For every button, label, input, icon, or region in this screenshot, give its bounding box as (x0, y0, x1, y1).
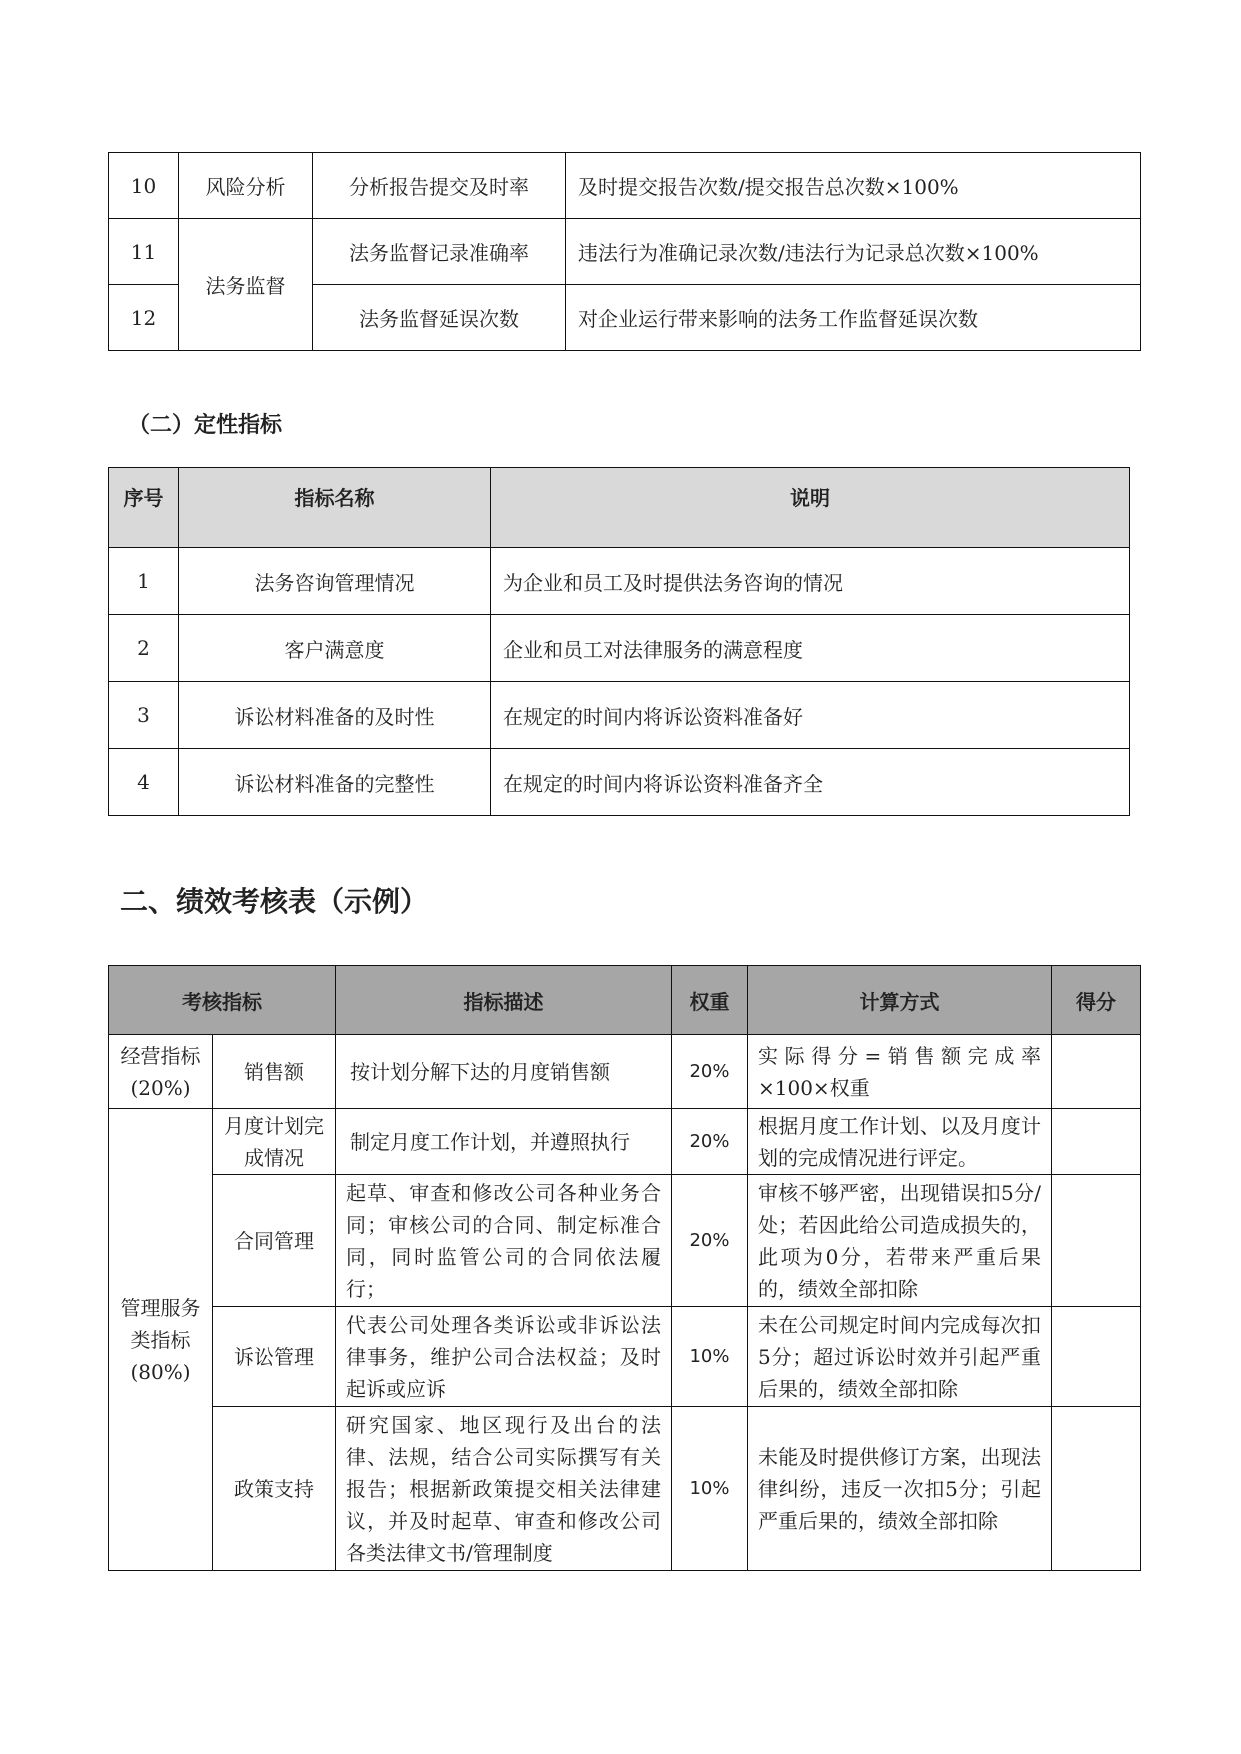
indicator-group: 经营指标(20%) (109, 1035, 213, 1109)
table-row (109, 153, 1141, 219)
indicator-item: 月度计划完成情况 (213, 1109, 336, 1175)
indicator-weight: 10% (672, 1407, 748, 1571)
indicator-name: 分析报告提交及时率 (313, 153, 566, 219)
header-name: 指标名称 (179, 468, 491, 548)
header-indicator: 考核指标 (109, 966, 336, 1035)
score-cell[interactable] (1052, 1035, 1141, 1109)
row-number: 3 (109, 682, 179, 749)
indicator-name: 法务监督延误次数 (313, 285, 566, 351)
indicator-weight: 10% (672, 1307, 748, 1407)
header-score: 得分 (1052, 966, 1141, 1035)
indicator-name: 客户满意度 (179, 615, 491, 682)
indicator-description: 在规定的时间内将诉讼资料准备好 (491, 682, 1130, 749)
indicator-weight: 20% (672, 1109, 748, 1175)
row-number: 1 (109, 548, 179, 615)
indicator-item: 销售额 (213, 1035, 336, 1109)
table-row (109, 219, 1141, 285)
row-number: 4 (109, 749, 179, 816)
score-cell[interactable] (1052, 1175, 1141, 1307)
table-row (109, 548, 1130, 615)
row-number: 2 (109, 615, 179, 682)
indicator-formula: 及时提交报告次数/提交报告总次数×100% (566, 153, 1141, 219)
indicator-name: 法务咨询管理情况 (179, 548, 491, 615)
score-cell[interactable] (1052, 1109, 1141, 1175)
table-row (109, 1109, 1141, 1175)
score-cell[interactable] (1052, 1307, 1141, 1407)
row-number: 12 (109, 285, 179, 351)
table-header-row (109, 966, 1141, 1035)
calculation-method: 实际得分=销售额完成率×100×权重 (748, 1035, 1052, 1109)
indicator-description: 起草、审查和修改公司各种业务合同；审核公司的合同、制定标准合同，同时监管公司的合同依法履行； (336, 1175, 672, 1307)
table-row (109, 1407, 1141, 1571)
table-row (109, 615, 1130, 682)
score-cell[interactable] (1052, 1407, 1141, 1571)
indicator-description: 按计划分解下达的月度销售额 (336, 1035, 672, 1109)
indicator-description: 在规定的时间内将诉讼资料准备齐全 (491, 749, 1130, 816)
table-row (109, 1035, 1141, 1109)
indicator-description: 制定月度工作计划，并遵照执行 (336, 1109, 672, 1175)
indicator-description: 研究国家、地区现行及出台的法律、法规，结合公司实际撰写有关报告；根据新政策提交相关法律建议，并及时起草、审查和修改公司各类法律文书/管理制度 (336, 1407, 672, 1571)
table-row (109, 1307, 1141, 1407)
header-description: 指标描述 (336, 966, 672, 1035)
section-title: 二、绩效考核表（示例） (120, 885, 429, 918)
calculation-method: 未在公司规定时间内完成每次扣5分；超过诉讼时效并引起严重后果的，绩效全部扣除 (748, 1307, 1052, 1407)
row-number: 11 (109, 219, 179, 285)
table-row (109, 1175, 1141, 1307)
indicator-group: 管理服务类指标(80%) (109, 1109, 213, 1571)
table-row (109, 749, 1130, 816)
indicator-weight: 20% (672, 1035, 748, 1109)
indicator-item: 合同管理 (213, 1175, 336, 1307)
quantitative-indicator-table (108, 152, 1141, 351)
header-method: 计算方式 (748, 966, 1052, 1035)
indicator-formula: 对企业运行带来影响的法务工作监督延误次数 (566, 285, 1141, 351)
table-row (109, 682, 1130, 749)
indicator-name: 诉讼材料准备的完整性 (179, 749, 491, 816)
indicator-description: 为企业和员工及时提供法务咨询的情况 (491, 548, 1130, 615)
indicator-description: 代表公司处理各类诉讼或非诉讼法律事务，维护公司合法权益；及时起诉或应诉 (336, 1307, 672, 1407)
qualitative-heading: （二）定性指标 (128, 413, 283, 438)
indicator-item: 政策支持 (213, 1407, 336, 1571)
indicator-formula: 违法行为准确记录次数/违法行为记录总次数×100% (566, 219, 1141, 285)
row-number: 10 (109, 153, 179, 219)
qualitative-indicator-table (108, 467, 1130, 816)
indicator-name: 诉讼材料准备的及时性 (179, 682, 491, 749)
header-number: 序号 (109, 468, 179, 548)
indicator-weight: 20% (672, 1175, 748, 1307)
appraisal-table (108, 965, 1141, 1571)
indicator-category: 风险分析 (179, 153, 313, 219)
indicator-item: 诉讼管理 (213, 1307, 336, 1407)
indicator-description: 企业和员工对法律服务的满意程度 (491, 615, 1130, 682)
calculation-method: 审核不够严密，出现错误扣5分/处；若因此给公司造成损失的，此项为0分，若带来严重后果的，绩效全部扣除 (748, 1175, 1052, 1307)
calculation-method: 根据月度工作计划、以及月度计划的完成情况进行评定。 (748, 1109, 1052, 1175)
header-description: 说明 (491, 468, 1130, 548)
table-header-row (109, 468, 1130, 548)
indicator-category: 法务监督 (179, 219, 313, 351)
indicator-name: 法务监督记录准确率 (313, 219, 566, 285)
calculation-method: 未能及时提供修订方案，出现法律纠纷，违反一次扣5分；引起严重后果的，绩效全部扣除 (748, 1407, 1052, 1571)
header-weight: 权重 (672, 966, 748, 1035)
